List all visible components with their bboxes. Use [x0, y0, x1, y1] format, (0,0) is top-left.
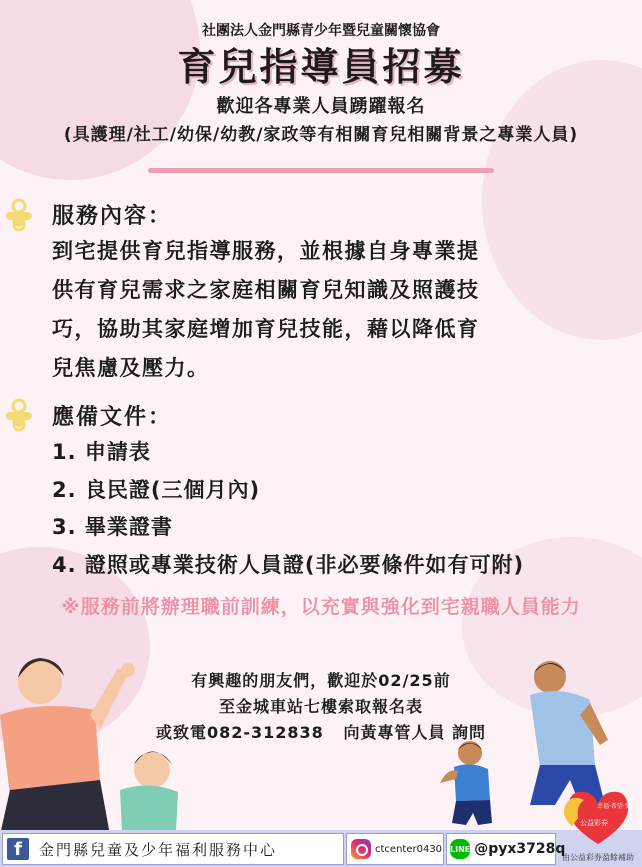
list-item: 2. 良民證(三個月內)	[52, 477, 261, 502]
instagram-handle: ctcenter0430	[375, 843, 443, 855]
facebook-label: 金門縣兒童及少年福利服務中心	[39, 840, 278, 859]
background-requirement: (具護理/社工/幼保/幼教/家政等有相關育兒相關背景之專業人員)	[63, 125, 579, 145]
lottery-badge-name: 公益彩券	[580, 819, 608, 827]
contact-line: 有興趣的朋友們，歡迎於02/25前	[191, 671, 451, 690]
service-line: 兒焦慮及壓力。	[52, 356, 210, 380]
organization-name: 社團法人金門縣青少年暨兒童關懷協會	[202, 23, 440, 39]
line-icon: LINE	[450, 839, 470, 859]
training-notice: ※服務前將辦理職前訓練，以充實與強化到宅親職人員能力	[61, 596, 581, 618]
service-line: 供有育兒需求之家庭相關育兒知識及照護技	[52, 278, 480, 302]
service-description	[52, 232, 592, 388]
facebook-icon: f	[7, 838, 29, 860]
documents-list	[52, 434, 524, 584]
pacifier-icon	[4, 198, 34, 236]
instagram-icon	[351, 839, 371, 859]
lottery-logo	[558, 786, 638, 846]
instagram-link[interactable]	[346, 833, 444, 865]
service-line: 巧，協助其家庭增加育兒技能，藉以降低育	[52, 317, 480, 341]
lottery-caption: 由公益彩券盈餘補助	[562, 853, 634, 862]
list-item: 3. 畢業證書	[52, 515, 173, 539]
contact-info	[0, 668, 642, 746]
subtitle: 歡迎各專業人員踴躍報名	[216, 96, 426, 117]
line-id: @pyx3728q	[474, 841, 566, 857]
documents-heading: 應備文件：	[52, 405, 173, 430]
list-item: 4. 證照或專業技術人員證(非必要條件如有可附)	[52, 552, 525, 577]
service-line: 到宅提供育兒指導服務，並根據自身專業提	[52, 239, 480, 263]
contact-line: 至金城車站七樓索取報名表	[218, 697, 423, 716]
page-title: 育兒指導員招募	[177, 45, 465, 89]
pacifier-icon	[4, 398, 34, 436]
facebook-link[interactable]	[2, 833, 344, 865]
service-heading: 服務內容：	[52, 204, 173, 229]
contact-line: 或致電082-312838 向黃專管人員 詢問	[155, 723, 487, 742]
list-item: 1. 申請表	[52, 440, 151, 464]
title-divider	[148, 166, 494, 176]
line-link[interactable]	[446, 833, 566, 865]
lottery-badge-top: 幸福·希望·愛	[597, 803, 631, 810]
